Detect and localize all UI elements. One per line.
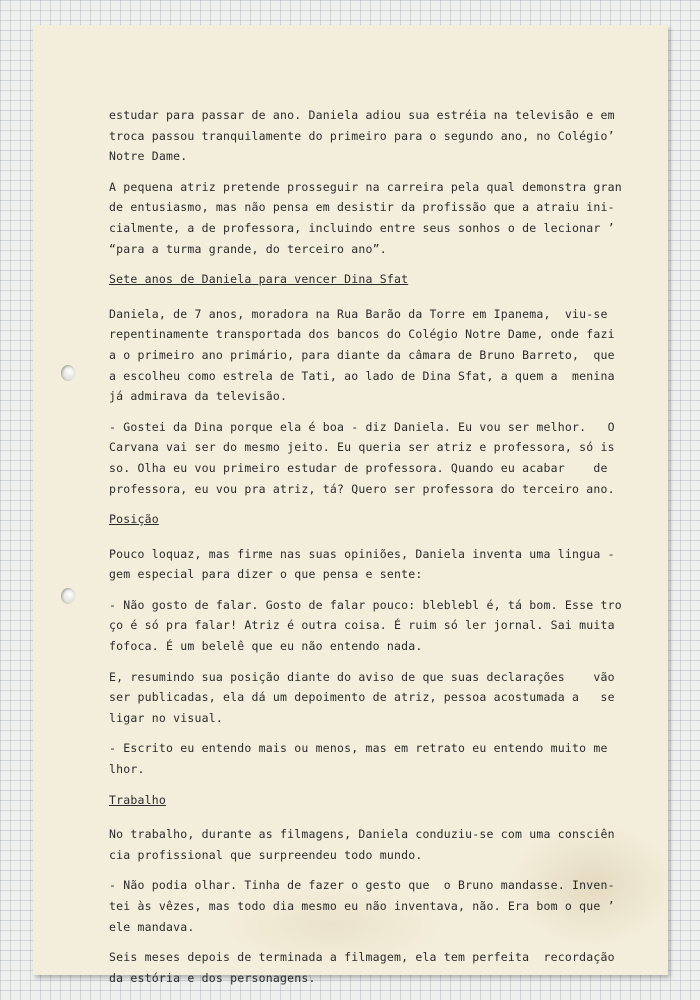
punch-hole <box>61 365 75 381</box>
section-heading: Trabalho <box>109 792 166 807</box>
paragraph: Daniela, de 7 anos, moradora na Rua Barão da Torre em Ipanema, viu-se repentinamente transportada dos bancos do Colégio Notre Dame, onde fazi a o primeiro ano primário, para diante da câmara de Bruno Barreto, que a escolheu como estrela de Tati, ao lado de Dina Sfat, a quem a menina já admirava da televisão. <box>109 306 615 404</box>
paragraph: estudar para passar de ano. Daniela adiou sua estréia na televisão e em troca passou tranquilamente do primeiro para o segundo ano, no Colégio’ Notre Dame. <box>109 108 615 164</box>
paragraph: - Escrito eu entendo mais ou menos, mas em retrato eu entendo muito me lhor. <box>109 741 608 777</box>
paragraph: A pequena atriz pretende prosseguir na carreira pela qual demonstra gran de entusiasmo, mas não pensa em desistir da profissão que a atraiu ini- cialmente, a de professora, incluindo entre seus sonhos o de lecionar ’ “para a turma grande, do terceiro ano”. <box>109 179 622 256</box>
paragraph: - Gostei da Dina porque ela é boa - diz Daniela. Eu vou ser melhor. O Carvana vai ser do mesmo jeito. Eu queria ser atriz e professora, só is so. Olha eu vou primeiro estudar de professora. Quando eu acabar de professora, eu vou pra atriz, tá? Quero ser professora do terceiro ano. <box>109 419 615 496</box>
punch-hole <box>61 588 75 604</box>
paragraph: - Não podia olhar. Tinha de fazer o gesto que o Bruno mandasse. Inven- tei às vêzes, mas todo dia mesmo eu não inventava, não. Era bom o que ’ ele mandava. <box>109 878 615 934</box>
typewritten-page <box>33 25 668 985</box>
paragraph: E, resumindo sua posição diante do aviso de que suas declarações vão ser publicadas, ela dá um depoimento de atriz, pessoa acostumada a se ligar no visual. <box>109 669 615 725</box>
paragraph: No trabalho, durante as filmagens, Daniela conduziu-se com uma consciên cia profissional que surpreendeu todo mundo. <box>109 827 615 862</box>
paragraph: Pouco loquaz, mas firme nas suas opiniões, Daniela inventa uma lingua - gem especial para dizer o que pensa e sente: <box>109 546 615 582</box>
section-heading: Sete anos de Daniela para vencer Dina Sfat <box>109 272 409 287</box>
paragraph: - Não gosto de falar. Gosto de falar pouco: bleblebl é, tá bom. Esse tro ço é só pra falar! Atriz é outra coisa. É ruim só ler jornal. Sai muita fofoca. É um belelê que eu não entendo nada. <box>109 597 622 654</box>
page-body <box>109 105 639 998</box>
paragraph: Seis meses depois de terminada a filmagem, ela tem perfeita recordação da estória e dos personagens. <box>109 950 615 985</box>
section-heading: Posição <box>109 512 159 527</box>
